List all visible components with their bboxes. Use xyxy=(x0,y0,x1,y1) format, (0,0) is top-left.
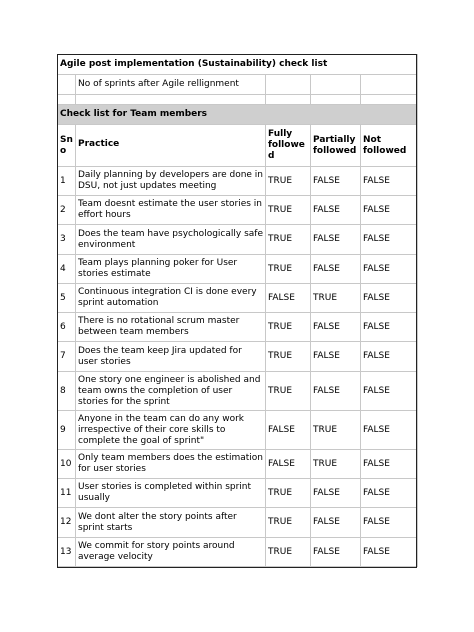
row-sno: 2 xyxy=(58,196,76,225)
row-practice: Anyone in the team can do any work irrespective of their core skills to complete the goal of sprint" xyxy=(76,411,266,450)
row-not-followed: FALSE xyxy=(361,479,418,508)
row-partially-followed: TRUE xyxy=(311,284,361,313)
row-sno: 7 xyxy=(58,342,76,372)
row-practice: Continuous integration CI is done every sprint automation xyxy=(76,284,266,313)
row-partially-followed: FALSE xyxy=(311,255,361,284)
row-practice: We dont alter the story points after sprint starts xyxy=(76,508,266,538)
row-practice: Does the team keep Jira updated for user stories xyxy=(76,342,266,372)
row-fully-followed: FALSE xyxy=(266,284,311,313)
row-practice: Does the team have psychologically safe environment xyxy=(76,225,266,255)
section-header: Check list for Team members xyxy=(58,105,418,125)
row-not-followed: FALSE xyxy=(361,450,418,479)
row-fully-followed: TRUE xyxy=(266,538,311,567)
empty-cell xyxy=(361,75,418,95)
row-not-followed: FALSE xyxy=(361,196,418,225)
header-not-followed: Not followed xyxy=(361,125,418,167)
checklist-table xyxy=(57,54,418,567)
row-partially-followed: FALSE xyxy=(311,225,361,255)
table-row xyxy=(58,342,418,372)
row-fully-followed: TRUE xyxy=(266,342,311,372)
empty-cell xyxy=(361,95,418,105)
table-row xyxy=(58,538,418,567)
row-fully-followed: TRUE xyxy=(266,372,311,411)
row-fully-followed: TRUE xyxy=(266,255,311,284)
row-partially-followed: FALSE xyxy=(311,167,361,196)
row-practice: Daily planning by developers are done in DSU, not just updates meeting xyxy=(76,167,266,196)
row-not-followed: FALSE xyxy=(361,372,418,411)
row-sno: 5 xyxy=(58,284,76,313)
row-practice: Team plays planning poker for User stories estimate xyxy=(76,255,266,284)
header-practice: Practice xyxy=(76,125,266,167)
row-not-followed: FALSE xyxy=(361,342,418,372)
row-practice: User stories is completed within sprint usually xyxy=(76,479,266,508)
header-fully-followed: Fully followe d xyxy=(266,125,311,167)
row-partially-followed: FALSE xyxy=(311,508,361,538)
row-sno: 4 xyxy=(58,255,76,284)
row-not-followed: FALSE xyxy=(361,284,418,313)
row-not-followed: FALSE xyxy=(361,508,418,538)
row-fully-followed: FALSE xyxy=(266,411,311,450)
table-row xyxy=(58,284,418,313)
row-fully-followed: FALSE xyxy=(266,450,311,479)
row-sno: 6 xyxy=(58,313,76,342)
row-partially-followed: FALSE xyxy=(311,342,361,372)
table-row xyxy=(58,196,418,225)
header-partially-followed: Partially followed xyxy=(311,125,361,167)
table-row xyxy=(58,167,418,196)
row-practice: We commit for story points around average velocity xyxy=(76,538,266,567)
row-partially-followed: FALSE xyxy=(311,372,361,411)
row-sno: 12 xyxy=(58,508,76,538)
empty-cell xyxy=(311,75,361,95)
row-not-followed: FALSE xyxy=(361,411,418,450)
row-fully-followed: TRUE xyxy=(266,196,311,225)
row-not-followed: FALSE xyxy=(361,225,418,255)
row-practice: There is no rotational scrum master between team members xyxy=(76,313,266,342)
row-fully-followed: TRUE xyxy=(266,225,311,255)
row-partially-followed: FALSE xyxy=(311,196,361,225)
empty-cell xyxy=(266,75,311,95)
row-partially-followed: FALSE xyxy=(311,479,361,508)
row-sno: 3 xyxy=(58,225,76,255)
table-row xyxy=(58,411,418,450)
row-not-followed: FALSE xyxy=(361,255,418,284)
row-sno: 9 xyxy=(58,411,76,450)
sheet-title: Agile post implementation (Sustainability) check list xyxy=(58,55,418,75)
empty-cell xyxy=(58,95,76,105)
row-sno: 1 xyxy=(58,167,76,196)
row-fully-followed: TRUE xyxy=(266,167,311,196)
row-fully-followed: TRUE xyxy=(266,479,311,508)
row-partially-followed: FALSE xyxy=(311,538,361,567)
empty-cell xyxy=(266,95,311,105)
table-row xyxy=(58,372,418,411)
empty-cell xyxy=(76,95,266,105)
row-not-followed: FALSE xyxy=(361,313,418,342)
table-row xyxy=(58,479,418,508)
row-sno: 11 xyxy=(58,479,76,508)
header-sno: Sn o xyxy=(58,125,76,167)
table-row xyxy=(58,450,418,479)
row-practice: Team doesnt estimate the user stories in effort hours xyxy=(76,196,266,225)
empty-cell xyxy=(311,95,361,105)
row-sno: 13 xyxy=(58,538,76,567)
row-sno: 10 xyxy=(58,450,76,479)
row-partially-followed: TRUE xyxy=(311,411,361,450)
row-practice: Only team members does the estimation for user stories xyxy=(76,450,266,479)
empty-cell xyxy=(58,75,76,95)
table-row xyxy=(58,313,418,342)
row-partially-followed: FALSE xyxy=(311,313,361,342)
sprints-label: No of sprints after Agile rellignment xyxy=(76,75,266,95)
row-not-followed: FALSE xyxy=(361,538,418,567)
table-row xyxy=(58,225,418,255)
row-sno: 8 xyxy=(58,372,76,411)
table-row xyxy=(58,255,418,284)
column-header-row xyxy=(58,125,418,167)
row-fully-followed: TRUE xyxy=(266,313,311,342)
row-fully-followed: TRUE xyxy=(266,508,311,538)
table-row xyxy=(58,508,418,538)
row-practice: One story one engineer is abolished and team owns the completion of user stories for the sprint xyxy=(76,372,266,411)
row-not-followed: FALSE xyxy=(361,167,418,196)
row-partially-followed: TRUE xyxy=(311,450,361,479)
